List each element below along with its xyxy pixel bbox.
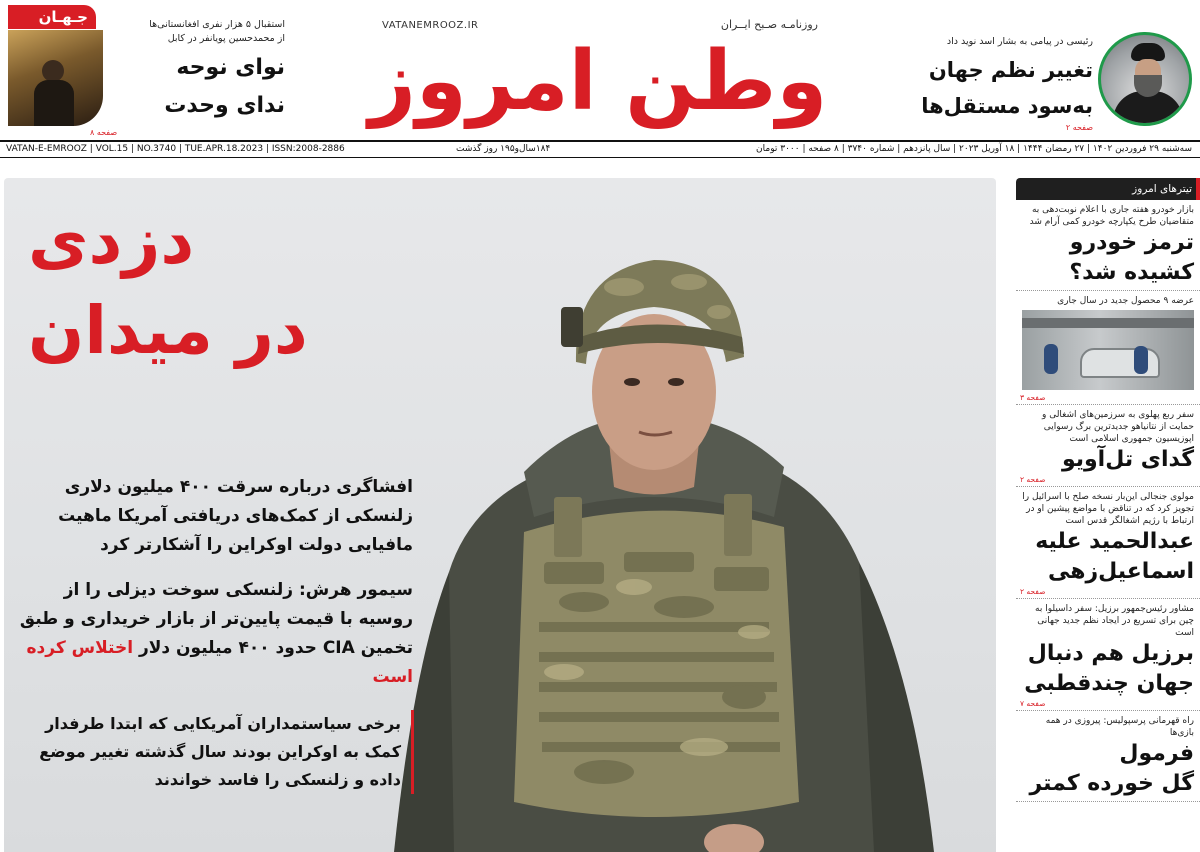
lead-quote <box>24 710 414 794</box>
factory-beam <box>1022 318 1194 328</box>
section-tab-world[interactable]: جـهـان <box>8 5 96 29</box>
right-teaser[interactable] <box>905 35 1093 132</box>
logo-tagline: روزنامـه صـبح ایــران <box>720 18 818 31</box>
story-kicker: مولوی جنجالی این‌بار نسخه صلح با اسرائیل را تجویز کرد که در تناقض با مواضع پیشین او در ارتباط با رژیم اشغالگر قدس است <box>1022 492 1194 526</box>
right-teaser-kicker: رئیسی در پیامی به بشار اسد نوید داد <box>946 36 1093 47</box>
story-headline-1: عبدالحمید علیه <box>1035 529 1194 554</box>
story-page: صفحه ۳ <box>1020 393 1046 402</box>
lead-headline-line-2: در میدان <box>28 292 308 369</box>
story-page: صفحه ۲ <box>1020 587 1046 596</box>
story-kicker: مشاور رئیس‌جمهور برزیل: سفر داسیلوا به چین برای تسریع در ایجاد نظم جدید جهانی است <box>1035 604 1194 638</box>
worker-figure <box>1044 344 1058 374</box>
promo-figure-head <box>42 60 64 82</box>
story-headline-2: کشیده شد؟ <box>1069 260 1194 285</box>
lead-story[interactable] <box>4 178 996 852</box>
logo-block[interactable] <box>292 0 904 140</box>
lead-quote-text: برخی سیاستمداران آمریکایی که ابتدا طرفدار کمک به اوکراین بودند سال گذشته تغییر موضع داده و زلنسکی را فاسد خواندند <box>39 714 401 789</box>
story-headline-1: ترمز خودرو <box>1069 230 1194 255</box>
story-kicker: عرضه ۹ محصول جدید در سال جاری <box>1057 296 1194 306</box>
right-teaser-headline-2: به‌سود مستقل‌ها <box>921 94 1093 118</box>
lead-paragraph-1: افشاگری درباره سرقت ۴۰۰ میلیون دلاری زلنسکی از کمک‌های دریافتی آمریکا ماهیت مافیایی دولت اوکراین را آشکارتر کرد <box>58 477 413 555</box>
left-teaser-headline-2: ندای وحدت <box>164 93 285 118</box>
newspaper-logo <box>302 30 894 138</box>
masthead <box>0 0 1200 140</box>
promo-page-ref: صفحه ۸ <box>90 128 118 137</box>
newspaper-logo-text: وطن امروز <box>368 34 828 129</box>
story-kicker: راه قهرمانی پرسپولیس: پیروزی در همه بازی‌ها <box>1045 716 1194 738</box>
logo-url[interactable]: VATANEMROOZ.IR <box>382 20 479 31</box>
portrait-photo[interactable] <box>1098 32 1192 126</box>
promo-photo[interactable] <box>8 30 103 126</box>
left-teaser-headline-1: نوای نوحه <box>176 55 285 80</box>
lead-photo-soldier <box>354 242 954 852</box>
left-teaser[interactable] <box>110 18 285 122</box>
promo-figure-body <box>34 80 74 126</box>
issue-info-bar <box>0 140 1200 158</box>
left-teaser-kicker-2: از محمدحسین پویانفر در کابل <box>167 33 285 44</box>
issue-info-persian: سه‌شنبه ۲۹ فروردین ۱۴۰۲ | ۲۷ رمضان ۱۴۴۴ | ۱۸ آوریل ۲۰۲۳ | سال پانزدهم | شماره ۳۷۴۰ | ۸ صفحه | ۳۰۰۰ تومان <box>756 144 1192 154</box>
lead-paragraph-2 <box>18 576 413 692</box>
sidebar-story-abdolhamid[interactable] <box>1016 487 1200 599</box>
lead-headline-line-1: دزدی <box>28 202 195 279</box>
lead-paragraph-2-text: سیمور هرش: زلنسکی سوخت دیزلی را از روسیه با قیمت پایین‌تر از بازار خریداری و طبق تخمین CIA حدود ۴۰۰ میلیون دلار <box>19 580 413 658</box>
story-kicker: بازار خودرو هفته جاری با اعلام نوبت‌دهی به متقاضیان طرح یکپارچه خودرو کمی آرام شد <box>1029 205 1194 227</box>
story-headline-2: گل خورده کمتر <box>1029 771 1194 796</box>
right-teaser-headline-1: تغییر نظم جهان <box>928 58 1093 82</box>
story-headline-2: جهان چندقطبی <box>1024 671 1194 696</box>
sidebar-story-tel-aviv[interactable] <box>1016 405 1200 487</box>
lead-body <box>18 473 413 708</box>
car-body <box>1080 348 1160 378</box>
car-factory-photo <box>1022 310 1194 390</box>
left-teaser-kicker-1: استقبال ۵ هزار نفری افغانستانی‌ها <box>149 19 285 30</box>
sidebar-story-persepolis[interactable] <box>1016 711 1200 802</box>
story-page: صفحه ۷ <box>1020 699 1046 708</box>
lead-paragraph-2-highlight: اختلاس کرده است <box>26 638 413 687</box>
story-headline-1: برزیل هم دنبال <box>1027 641 1194 666</box>
issue-info-days: ۱۸۴سال‌و۱۹۵ روز گذشت <box>456 144 551 154</box>
sidebar-story-brazil[interactable] <box>1016 599 1200 711</box>
story-page: صفحه ۲ <box>1020 475 1046 484</box>
today-headlines-sidebar <box>1016 178 1200 852</box>
story-headline-2: اسماعیل‌زهی <box>1047 559 1194 584</box>
sidebar-story-car-brakes[interactable] <box>1016 200 1200 291</box>
sidebar-header: تیترهای امروز <box>1016 178 1200 200</box>
issue-info-latin: VATAN-E-EMROOZ | VOL.15 | NO.3740 | TUE.APR.18.2023 | ISSN:2008-2886 <box>6 144 345 154</box>
sidebar-story-new-products[interactable] <box>1016 291 1200 405</box>
story-kicker: سفر ربع پهلوی به سرزمین‌های اشغالی و حمایت از نتانیاهو جدیدترین برگ رسوایی اپوزیسیون جمهوری اسلامی است <box>1041 410 1194 444</box>
right-teaser-page: صفحه ۲ <box>1065 123 1093 132</box>
story-headline-1: گدای تل‌آویو <box>1061 447 1194 472</box>
story-headline-1: فرمول <box>1119 741 1194 766</box>
worker-figure <box>1134 346 1148 374</box>
lead-headline <box>28 196 368 376</box>
